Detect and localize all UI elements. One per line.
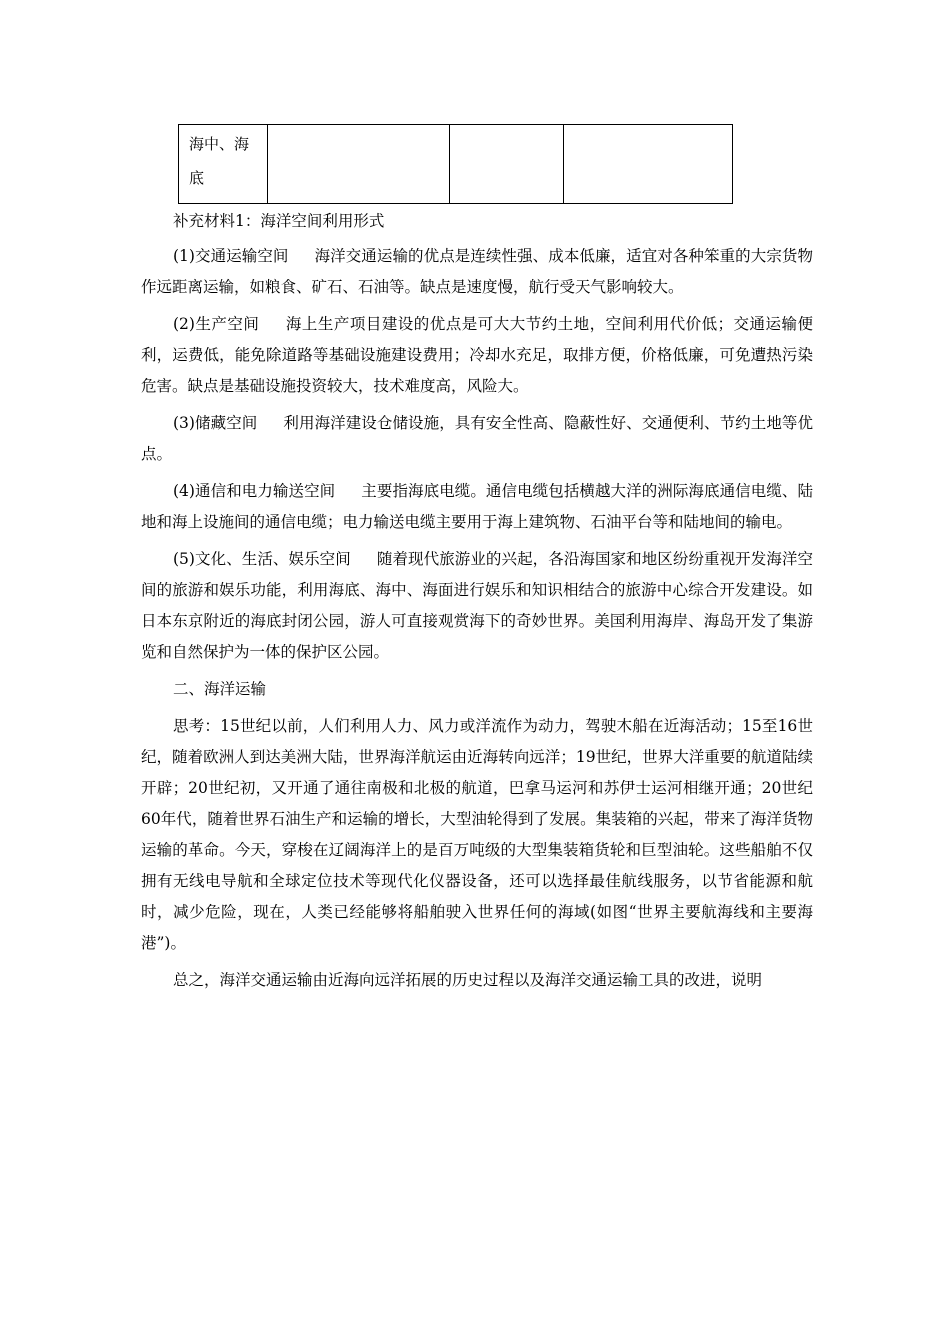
document-body	[141, 206, 813, 1002]
table-row	[179, 125, 733, 204]
item-heading: (3)储藏空间	[173, 414, 258, 432]
supplement-title: 补充材料1：海洋空间利用形式	[173, 212, 385, 230]
table-row-label-cell	[179, 125, 268, 204]
item-heading: (5)文化、生活、娱乐空间	[173, 550, 351, 568]
thinking-paragraph: 思考：15世纪以前，人们利用人力、风力或洋流作为动力，驾驶木船在近海活动；15至16世纪，随着欧洲人到达美洲大陆，世界海洋航运由近海转向远洋；19世纪，世界大洋重要的航道陆续开辟；20世纪初，又开通了通往南极和北极的航道，巴拿马运河和苏伊士运河相继开通；20世纪60年代，随着世界石油生产和运输的增长，大型油轮得到了发展。集装箱的兴起，带来了海洋货物运输的革命。今天，穿梭在辽阔海洋上的是百万吨级的大型集装箱货轮和巨型油轮。这些船舶不仅拥有无线电导航和全球定位技术等现代化仪器设备，还可以选择最佳航线服务，以节省能源和航时，减少危险，现在，人类已经能够将船舶驶入世界任何的海域(如图“世界主要航海线和主要海港”)。	[141, 717, 813, 952]
table-cell	[268, 125, 450, 204]
list-item	[141, 476, 813, 538]
conclusion-paragraph: 总之，海洋交通运输由近海向远洋拓展的历史过程以及海洋交通运输工具的改进，说明	[173, 971, 763, 989]
item-heading: (2)生产空间	[173, 315, 260, 333]
list-item	[141, 544, 813, 668]
item-text: 海上生产项目建设的优点是可大大节约土地，空间利用代价低；交通运输便利，运费低，能免除道路等基础设施建设费用；冷却水充足，取排方便，价格低廉，可免遭热污染危害。缺点是基础设施投资较大，技术难度高，风险大。	[141, 315, 813, 395]
table-cell	[564, 125, 733, 204]
item-text: 利用海洋建设仓储设施，具有安全性高、隐蔽性好、交通便利、节约土地等优点。	[141, 414, 813, 463]
item-text: 海洋交通运输的优点是连续性强、成本低廉，适宜对各种笨重的大宗货物作远距离运输，如粮食、矿石、石油等。缺点是速度慢，航行受天气影响较大。	[141, 247, 813, 296]
data-table	[178, 124, 730, 204]
section-heading: 二、海洋运输	[173, 680, 267, 698]
table-cell	[450, 125, 564, 204]
table-row-label: 海中、海底	[189, 135, 250, 187]
list-item	[141, 309, 813, 402]
item-text: 主要指海底电缆。通信电缆包括横越大洋的洲际海底通信电缆、陆地和海上设施间的通信电缆；电力输送电缆主要用于海上建筑物、石油平台等和陆地间的输电。	[141, 482, 813, 531]
item-heading: (4)通信和电力输送空间	[173, 482, 336, 500]
item-heading: (1)交通运输空间	[173, 247, 289, 265]
list-item	[141, 241, 813, 303]
list-item	[141, 408, 813, 470]
item-text: 随着现代旅游业的兴起，各沿海国家和地区纷纷重视开发海洋空间的旅游和娱乐功能，利用海底、海中、海面进行娱乐和知识相结合的旅游中心综合开发建设。如日本东京附近的海底封闭公园，游人可直接观赏海下的奇妙世界。美国利用海岸、海岛开发了集游览和自然保护为一体的保护区公园。	[141, 550, 813, 661]
